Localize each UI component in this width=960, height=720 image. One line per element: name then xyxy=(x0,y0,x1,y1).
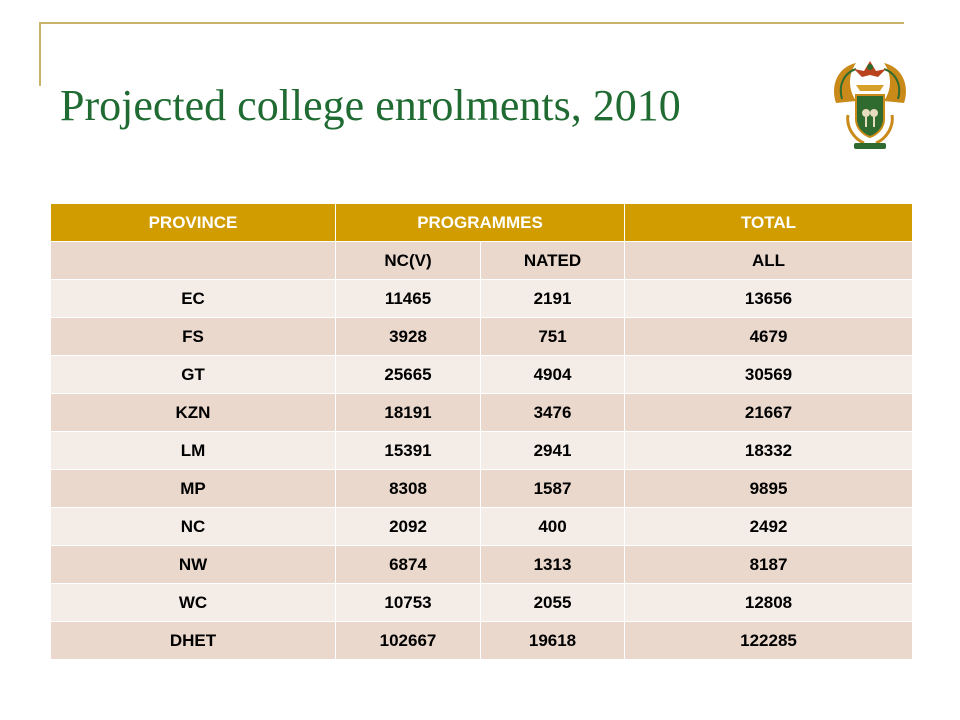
cell-all: 13656 xyxy=(625,280,913,318)
cell-ncv: 18191 xyxy=(336,394,481,432)
cell-province: KZN xyxy=(51,394,336,432)
subheader-all: ALL xyxy=(625,242,913,280)
table-row xyxy=(51,508,913,546)
cell-nated: 19618 xyxy=(481,622,625,660)
subheader-nated: NATED xyxy=(481,242,625,280)
cell-all: 18332 xyxy=(625,432,913,470)
cell-nated: 3476 xyxy=(481,394,625,432)
cell-nated: 400 xyxy=(481,508,625,546)
cell-all: 21667 xyxy=(625,394,913,432)
cell-all: 8187 xyxy=(625,546,913,584)
cell-nated: 2941 xyxy=(481,432,625,470)
table-row xyxy=(51,318,913,356)
cell-nated: 751 xyxy=(481,318,625,356)
cell-ncv: 11465 xyxy=(336,280,481,318)
cell-ncv: 2092 xyxy=(336,508,481,546)
cell-province: WC xyxy=(51,584,336,622)
cell-province: NC xyxy=(51,508,336,546)
table-subheader-row xyxy=(51,242,913,280)
cell-ncv: 102667 xyxy=(336,622,481,660)
cell-nated: 2191 xyxy=(481,280,625,318)
subheader-ncv: NC(V) xyxy=(336,242,481,280)
table-row xyxy=(51,280,913,318)
subheader-province xyxy=(51,242,336,280)
table-row xyxy=(51,394,913,432)
header-total: TOTAL xyxy=(625,204,913,242)
table-row xyxy=(51,356,913,394)
cell-all: 2492 xyxy=(625,508,913,546)
cell-province: LM xyxy=(51,432,336,470)
cell-province: FS xyxy=(51,318,336,356)
table-row xyxy=(51,584,913,622)
table-row xyxy=(51,432,913,470)
coat-of-arms-icon xyxy=(826,55,914,153)
cell-ncv: 25665 xyxy=(336,356,481,394)
cell-all: 9895 xyxy=(625,470,913,508)
cell-ncv: 6874 xyxy=(336,546,481,584)
frame-top-line xyxy=(39,22,904,24)
cell-ncv: 15391 xyxy=(336,432,481,470)
header-province: PROVINCE xyxy=(51,204,336,242)
cell-ncv: 10753 xyxy=(336,584,481,622)
cell-province: MP xyxy=(51,470,336,508)
table-row xyxy=(51,470,913,508)
cell-nated: 1587 xyxy=(481,470,625,508)
cell-province: GT xyxy=(51,356,336,394)
header-programmes: PROGRAMMES xyxy=(336,204,625,242)
cell-ncv: 3928 xyxy=(336,318,481,356)
cell-province: DHET xyxy=(51,622,336,660)
cell-province: EC xyxy=(51,280,336,318)
cell-nated: 4904 xyxy=(481,356,625,394)
frame-left-line xyxy=(39,22,41,86)
table-row xyxy=(51,622,913,660)
page-title: Projected college enrolments, 2010 xyxy=(60,81,681,130)
cell-all: 12808 xyxy=(625,584,913,622)
cell-nated: 1313 xyxy=(481,546,625,584)
cell-all: 30569 xyxy=(625,356,913,394)
table-header-row xyxy=(51,204,913,242)
table-row xyxy=(51,546,913,584)
cell-nated: 2055 xyxy=(481,584,625,622)
enrolment-table xyxy=(50,203,913,660)
cell-ncv: 8308 xyxy=(336,470,481,508)
cell-all: 4679 xyxy=(625,318,913,356)
cell-all: 122285 xyxy=(625,622,913,660)
cell-province: NW xyxy=(51,546,336,584)
